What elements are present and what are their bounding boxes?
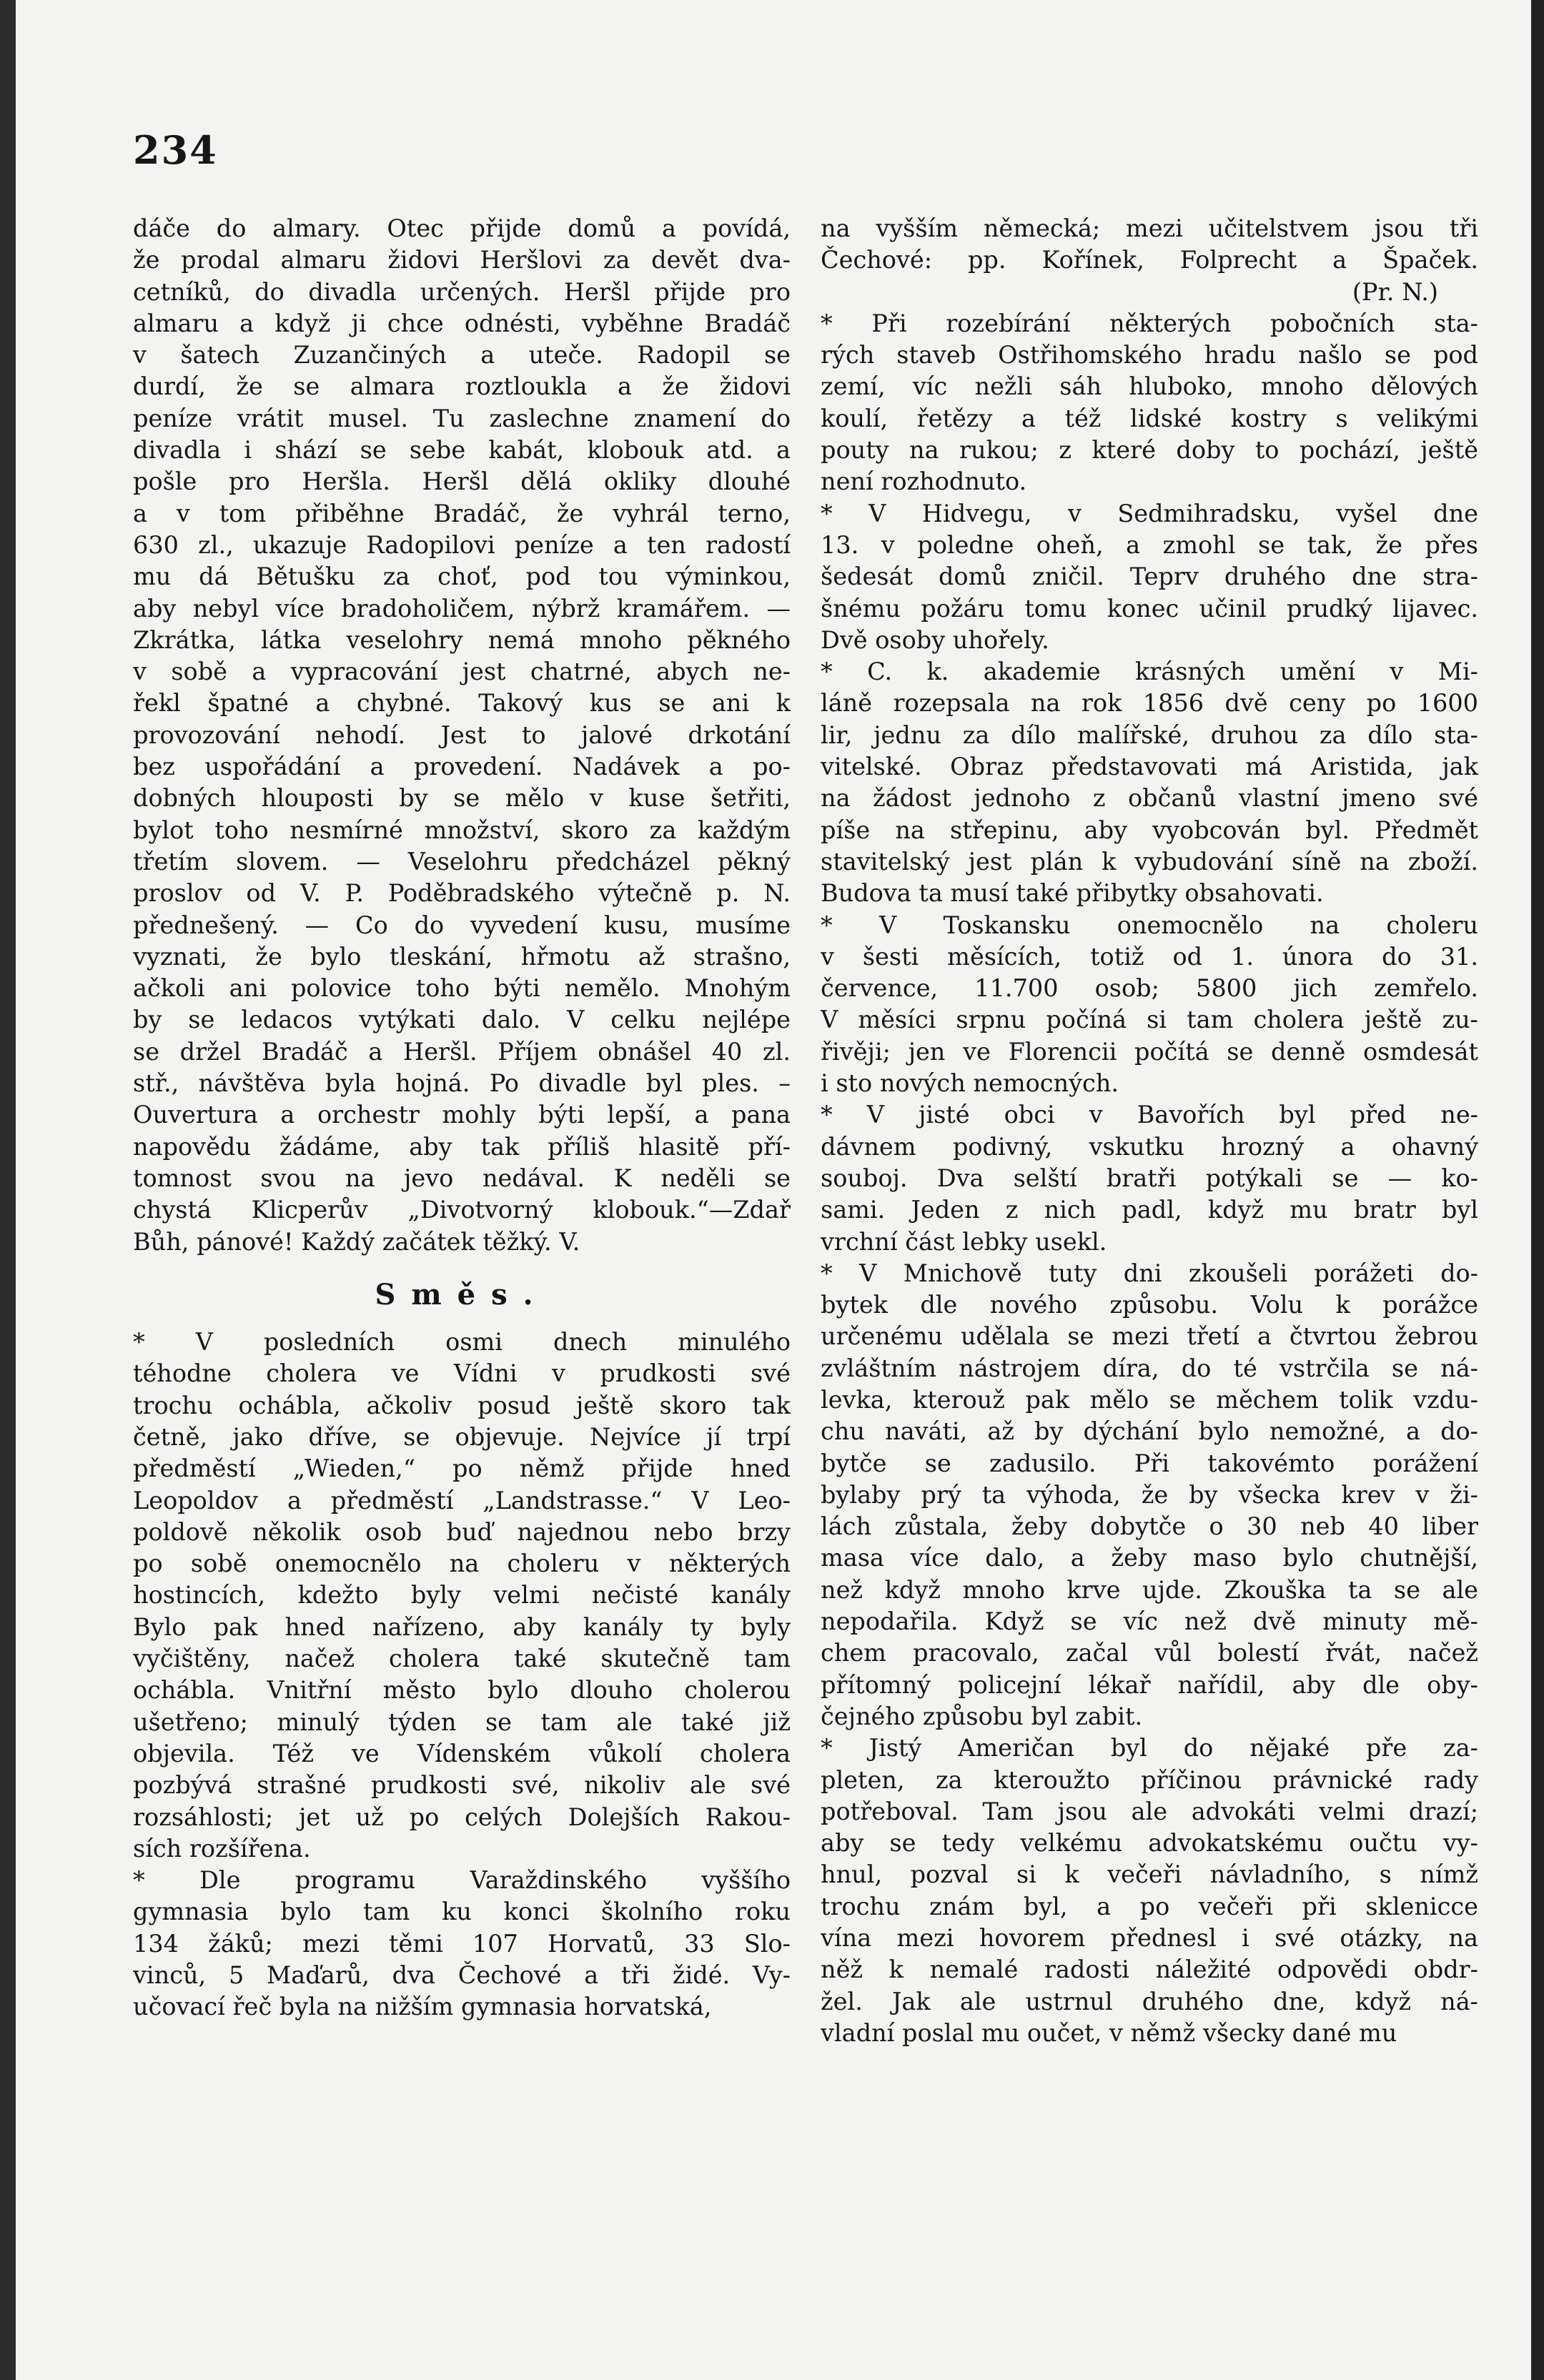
text-line: Bylo pak hned nařízeno, aby kanály ty byly (133, 1612, 791, 1641)
text-line: * Dle programu Varaždinského vyššího (133, 1866, 791, 1895)
text-line: na vyšším německá; mezi učitelstvem jsou tři (821, 214, 1478, 242)
text-line: Dvě osoby uhořely. (821, 625, 1049, 654)
text-line: učovací řeč byla na nižším gymnasia horvatská, (133, 1993, 712, 2021)
text-line: * V jisté obci v Bavořích byl před ne- (821, 1101, 1478, 1129)
text-line: * V posledních osmi dnech minulého (133, 1328, 791, 1357)
text-line: vitelské. Obraz představovati má Aristida, jak (821, 753, 1478, 781)
text-line: lir, jednu za dílo malířské, druhou za dílo sta- (821, 720, 1478, 749)
text-line: gymnasia bylo tam ku konci školního roku (133, 1898, 791, 1926)
text-line: píše na střepinu, aby vyobcován byl. Předmět (821, 815, 1478, 844)
text-line: 13. v poledne oheň, a zmohl se tak, že přes (821, 530, 1478, 559)
text-line: hnul, pozval si k večeři návladního, s nímž (821, 1860, 1478, 1889)
text-line: peníze vrátit musel. Tu zaslechne znamení do (133, 404, 791, 432)
text-line: * V Toskansku onemocnělo na choleru (821, 911, 1478, 939)
text-line: mu dá Bětušku za choť, pod tou výminkou, (133, 562, 791, 591)
text-line: láně rozepsala na rok 1856 dvě ceny po 1600 (821, 689, 1478, 718)
paragraph (133, 1865, 791, 2023)
paragraph (821, 308, 1478, 498)
text-line: a v tom přiběhne Bradáč, že vyhrál terno, (133, 499, 791, 527)
text-line: * Jistý Američan byl do nějaké pře za- (821, 1734, 1478, 1762)
text-line: bez uspořádání a provedení. Nadávek a po- (133, 753, 791, 781)
text-line: něž k nemalé radosti náležité odpovědi obdr- (821, 1955, 1478, 1984)
text-line: v sobě a vypracování jest chatrné, abych ne- (133, 658, 791, 686)
text-line: V měsíci srpnu počíná si tam cholera ještě zu- (821, 1006, 1478, 1034)
text-line: rých staveb Ostřihomského hradu našlo se pod (821, 341, 1478, 370)
text-line: nepodařila. Když se víc než dvě minuty mě- (821, 1607, 1478, 1636)
text-line: hostincích, kdežto byly velmi nečisté kanály (133, 1581, 791, 1610)
text-line: čejného způsobu byl zabit. (821, 1702, 1143, 1730)
text-line: Ouvertura a orchestr mohly býti lepší, a pana (133, 1101, 791, 1129)
text-line: se držel Bradáč a Heršl. Příjem obnášel 40 zl. (133, 1037, 791, 1066)
text-line: vína mezi hovorem přednesl i své otázky, na (821, 1924, 1478, 1953)
text-line: bylot toho nesmírné množství, skoro za každým (133, 815, 791, 844)
text-line: téhodne cholera ve Vídni v prudkosti své (133, 1359, 791, 1388)
left-column (133, 213, 791, 2023)
paragraph (821, 1099, 1478, 1257)
scan-edge-left (0, 0, 16, 2380)
text-line: (Pr. N.) (1352, 277, 1438, 306)
text-line: pošle pro Heršla. Heršl dělá okliky dlouhé (133, 467, 791, 496)
text-line: zemí, víc nežli sáh hluboko, mnoho dělových (821, 372, 1478, 401)
text-line: stavitelský jest plán k vybudování síně na zboží. (821, 847, 1478, 876)
text-line: dáče do almary. Otec přijde domů a povídá, (133, 214, 791, 242)
text-line: chystá Klicperův „Divotvorný klobouk.“—Zdař (133, 1196, 791, 1224)
text-line: 134 žáků; mezi těmi 107 Horvatů, 33 Slo- (133, 1929, 791, 1958)
text-line: i sto nových nemocných. (821, 1069, 1119, 1098)
paragraph (133, 213, 791, 1258)
text-line: cetníků, do divadla určených. Heršl přijde pro (133, 277, 791, 306)
text-line: není rozhodnuto. (821, 467, 1027, 496)
text-line: bytek dle nového způsobu. Volu k porážce (821, 1291, 1478, 1319)
text-line: * V Mnichově tuty dni zkoušeli porážeti do- (821, 1259, 1478, 1287)
text-line: řivěji; jen ve Florencii počítá se denně osmdesát (821, 1037, 1478, 1066)
paragraph (821, 910, 1478, 1100)
text-line: ačkoli ani polovice toho býti nemělo. Mnohým (133, 974, 791, 1003)
text-line: pleten, za kteroužto příčinou právnické rady (821, 1765, 1478, 1794)
text-line: souboj. Dva selští bratři potýkali se — ko- (821, 1164, 1478, 1192)
page-number: 234 (133, 127, 218, 173)
text-line: objevila. Též ve Vídenském vůkolí cholera (133, 1739, 791, 1767)
text-line: ochábla. Vnitřní město bylo dlouho cholerou (133, 1676, 791, 1705)
text-line: po sobě onemocnělo na choleru v některých (133, 1550, 791, 1578)
text-line: * C. k. akademie krásných umění v Mi- (821, 658, 1478, 686)
paragraph (821, 213, 1478, 308)
scan-edge-right (1531, 0, 1544, 2380)
text-line: Leopoldov a předměstí „Landstrasse.“ V Leo- (133, 1486, 791, 1514)
text-line: levka, kterouž pak mělo se měchem tolik vzdu- (821, 1385, 1478, 1414)
text-line: koulí, řetězy a též lidské kostry s velikými (821, 404, 1478, 432)
text-line: proslov od V. P. Poděbradského výtečně p. N. (133, 879, 791, 908)
paragraph (821, 656, 1478, 909)
text-line: přítomný policejní lékař nařídil, aby dle oby- (821, 1670, 1478, 1699)
text-line: v šatech Zuzančiných a uteče. Radopil se (133, 341, 791, 370)
text-line: ušetřeno; minulý týden se tam ale také již (133, 1707, 791, 1736)
text-line: zvláštním nástrojem díra, do té vstrčila se ná- (821, 1354, 1478, 1382)
text-line: sami. Jeden z nich padl, když mu bratr byl (821, 1196, 1478, 1224)
text-line: by se ledacos vytýkati dalo. V celku nejlépe (133, 1006, 791, 1034)
text-line: pouty na rukou; z které doby to pochází, ještě (821, 436, 1478, 465)
text-line: předměstí „Wieden,“ po němž přijde hned (133, 1454, 791, 1483)
text-line: Budova ta musí také přibytky obsahovati. (821, 879, 1324, 908)
text-line: četně, jako dříve, se objevuje. Nejvíce jí trpí (133, 1422, 791, 1451)
paragraph (821, 1258, 1478, 1732)
text-line: třetím slovem. — Veselohru předcházel pěkný (133, 847, 791, 876)
text-line: 630 zl., ukazuje Radopilovi peníze a ten radostí (133, 530, 791, 559)
text-line: července, 11.700 osob; 5800 jich zemřelo. (821, 974, 1478, 1003)
text-line: chu naváti, až by dýchání bylo nemožné, a do- (821, 1417, 1478, 1446)
text-line: provozování nehodí. Jest to jalové drkotání (133, 720, 791, 749)
text-line: aby se tedy velkému advokatskému oučtu vy- (821, 1829, 1478, 1858)
text-line: aby nebyl více bradoholičem, nýbrž kramářem. — (133, 594, 791, 623)
text-line: vyčištěny, načež cholera také skutečně tam (133, 1645, 791, 1673)
text-line: potřeboval. Tam jsou ale advokáti velmi drazí; (821, 1797, 1478, 1825)
text-line: poldově několik osob buď najednou nebo brzy (133, 1517, 791, 1546)
paragraph (821, 1732, 1478, 2049)
text-line: určenému udělala se mezi třetí a čtvrtou žebrou (821, 1322, 1478, 1351)
right-column (821, 213, 1478, 2049)
text-line: vrchní část lebky usekl. (821, 1227, 1107, 1256)
text-line: bylaby prý ta výhoda, že by všecka krev v ži- (821, 1480, 1478, 1509)
text-line: lách zůstala, žeby dobytče o 30 neb 40 liber (821, 1512, 1478, 1541)
paragraph (821, 498, 1478, 656)
text-line: * Při rozebírání některých pobočních sta- (821, 309, 1478, 337)
text-line: šedesát domů zničil. Teprv druhého dne stra- (821, 562, 1478, 591)
text-line: vladní poslal mu oučet, v němž všecky dané mu (821, 2018, 1397, 2047)
text-line: bytče se zadusilo. Při takovémto porážení (821, 1449, 1478, 1477)
text-line: Zkrátka, látka veselohry nemá mnoho pěkného (133, 625, 791, 654)
text-line: než když mnoho krve ujde. Zkouška ta se ale (821, 1575, 1478, 1604)
text-line: napovědu žádáme, aby tak příliš hlasitě pří- (133, 1132, 791, 1161)
text-line: Čechové: pp. Kořínek, Folprecht a Špaček. (821, 246, 1478, 274)
text-line: almaru a když ji chce odnésti, vyběhne Bradáč (133, 309, 791, 337)
text-line: tomnost svou na jevo nedával. K neděli se (133, 1164, 791, 1192)
text-line: že prodal almaru židovi Heršlovi za devět dva- (133, 246, 791, 274)
text-line: * V Hidvegu, v Sedmihradsku, vyšel dne (821, 499, 1478, 527)
section-heading: Směs. (375, 1277, 549, 1312)
paragraph (133, 1327, 791, 1865)
text-line: dávnem podivný, vskutku hrozný a ohavný (821, 1132, 1478, 1161)
text-line: šnému požáru tomu konec učinil prudký lijavec. (821, 594, 1478, 623)
text-line: žel. Jak ale ustrnul druhého dne, když ná- (821, 1987, 1478, 2015)
text-line: Bůh, pánové! Každý začátek těžký. V. (133, 1227, 580, 1256)
text-line: trochu ochábla, ačkoliv posud ještě skoro tak (133, 1391, 791, 1419)
text-line: rozsáhlosti; jet už po celých Dolejších Rakou- (133, 1803, 791, 1831)
text-line: vyznati, že bylo tleskání, hřmotu až strašno, (133, 942, 791, 971)
text-line: vinců, 5 Maďarů, dva Čechové a tři židé. Vy- (133, 1961, 791, 1990)
text-line: pozbývá strašné prudkosti své, nikoliv ale své (133, 1771, 791, 1800)
text-line: masa více dalo, a žeby maso bylo chutnější, (821, 1544, 1478, 1572)
text-line: divadla i shází se sebe kabát, klobouk atd. a (133, 436, 791, 465)
text-line: trochu znám byl, a po večeři při sklenicce (821, 1892, 1478, 1920)
text-line: dobných hlouposti by se mělo v kuse šetřiti, (133, 784, 791, 813)
text-line: chem pracovalo, začal vůl bolestí řvát, načež (821, 1639, 1478, 1667)
text-line: stř., návštěva byla hojná. Po divadle byl ples. – (133, 1069, 791, 1098)
text-line: přednešený. — Co do vyvedení kusu, musíme (133, 911, 791, 939)
text-line: na žádost jednoho z občanů vlastní jmeno své (821, 784, 1478, 813)
text-line: sích rozšířena. (133, 1834, 311, 1863)
text-line: durdí, že se almara roztloukla a že židovi (133, 372, 791, 401)
text-line: v šesti měsících, totiž od 1. února do 31. (821, 942, 1478, 971)
text-line: řekl špatné a chybné. Takový kus se ani k (133, 689, 791, 718)
